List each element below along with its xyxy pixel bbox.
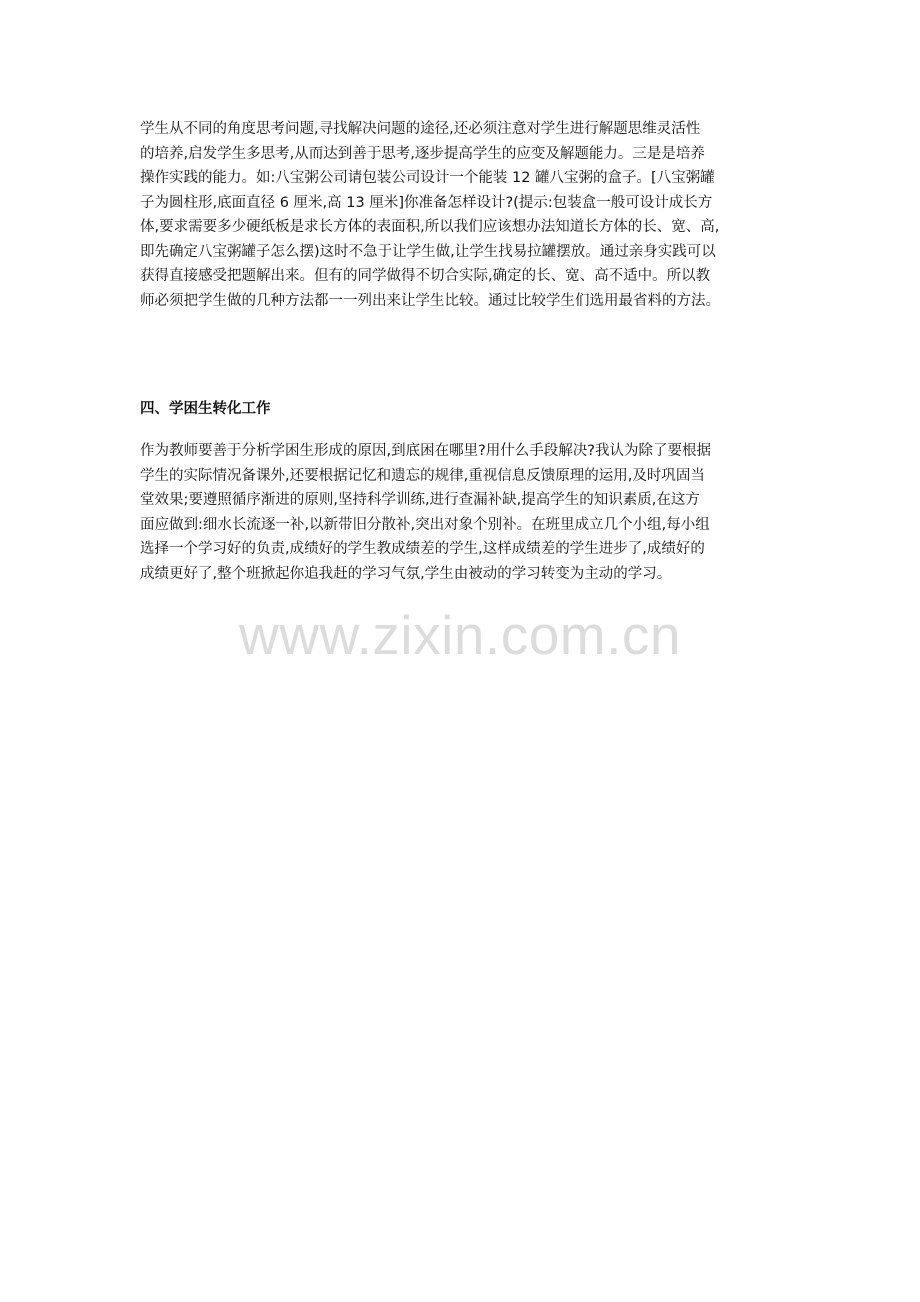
paragraph-problem-solving [140,117,790,313]
paragraph-line: 体,要求需要多少硬纸板是求长方体的表面积,所以我们应该想办法知道长方体的长、宽、高, [140,219,720,235]
paragraph-line: 学生从不同的角度思考问题,寻找解决问题的途径,还必须注意对学生进行解题思维灵活性 [140,121,701,137]
paragraph-line: 学生的实际情况备课外,还要根据记忆和遗忘的规律,重视信息反馈原理的运用,及时巩固当 [140,467,705,484]
watermark-text: www.zixin.com.cn [239,604,681,666]
paragraph-line: 操作实践的能力。如:八宝粥公司请包装公司设计一个能装 12 罐八宝粥的盒子。[八宝粥罐 [140,170,715,186]
paragraph-line: 即先确定八宝粥罐子怎么摆)这时不急于让学生做,让学生找易拉罐摆放。通过亲身实践可以 [140,243,716,260]
paragraph-line: 师必须把学生做的几种方法都一一列出来让学生比较。通过比较学生们选用最省料的方法。 [140,292,720,309]
section-heading: 四、学困生转化工作 [140,401,271,417]
paragraph-line: 选择一个学习好的负责,成绩好的学生教成绩差的学生,这样成绩差的学生进步了,成绩好的 [140,541,705,557]
paragraph-line: 子为圆柱形,底面直径 6 厘米,高 13 厘米]你准备怎样设计?(提示:包装盒一般可设计成长方 [140,194,713,211]
paragraph-line: 堂效果;要遵照循序渐进的原则,坚持科学训练,进行查漏补缺,提高学生的知识素质,在这方 [140,492,700,508]
paragraph-struggling-students [140,439,790,586]
paragraph-line: 获得直接感受把题解出来。但有的同学做得不切合实际,确定的长、宽、高不适中。所以教 [140,268,711,284]
paragraph-line: 成绩更好了,整个班掀起你追我赶的学习气氛,学生由被动的学习转变为主动的学习。 [140,565,672,582]
paragraph-line: 面应做到:细水长流逐一补,以新带旧分散补,突出对象个别补。在班里成立几个小组,每小组 [140,516,710,533]
paragraph-line: 的培养,启发学生多思考,从而达到善于思考,逐步提高学生的应变及解题能力。三是是培养 [140,145,705,162]
paragraph-line: 作为教师要善于分析学困生形成的原因,到底困在哪里?用什么手段解决?我认为除了要根据 [140,443,711,459]
